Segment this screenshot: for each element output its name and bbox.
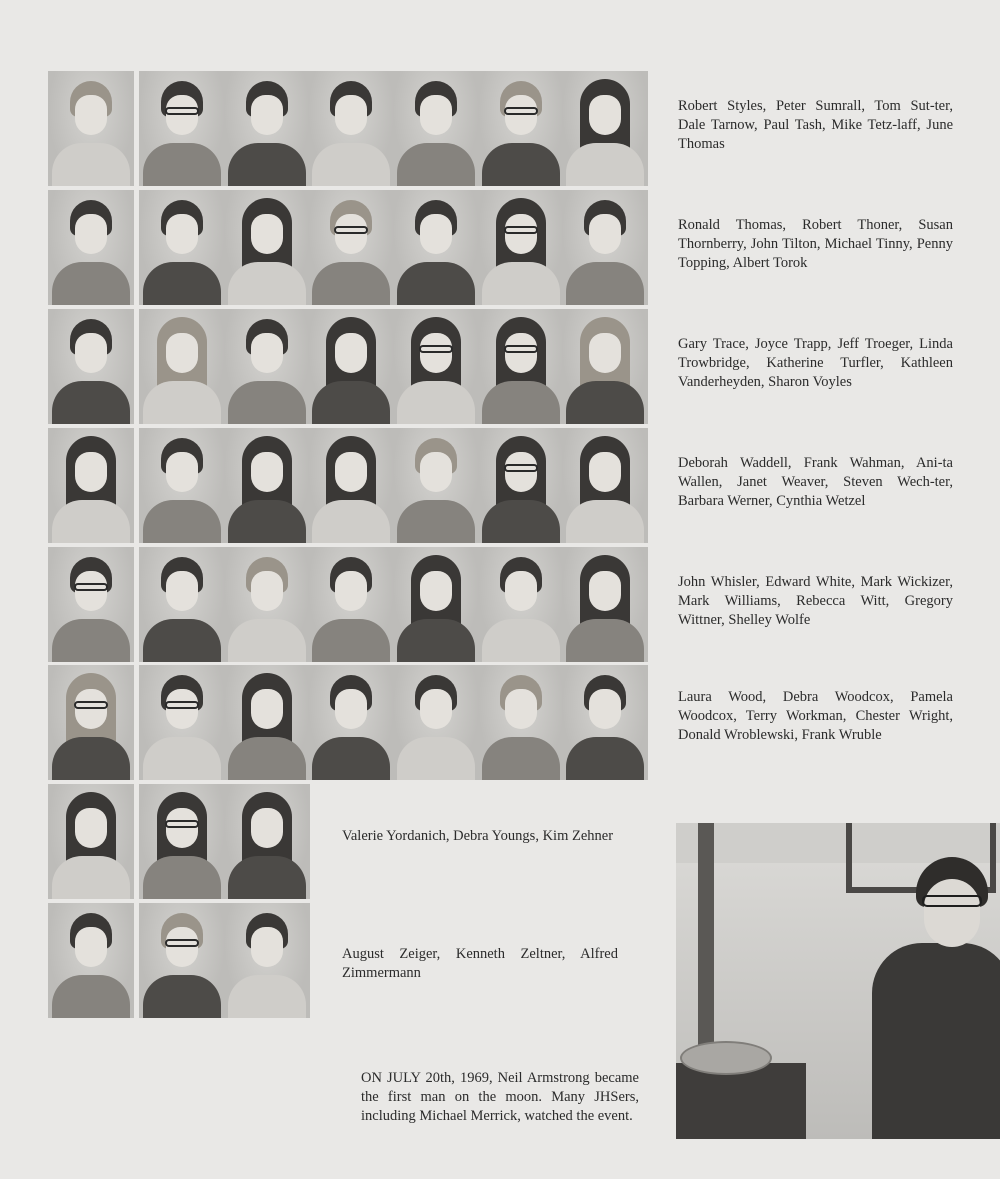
student-portrait xyxy=(48,547,134,662)
student-portrait xyxy=(48,428,134,543)
student-portrait xyxy=(48,903,134,1018)
candid-photo-caption: ON JULY 20th, 1969, Neil Armstrong became the first man on the moon. Many JHSers, including Michael Merrick, watched the event. xyxy=(361,1070,639,1124)
student-portrait xyxy=(48,190,134,305)
student-portrait xyxy=(478,665,564,780)
student-portrait xyxy=(562,428,648,543)
student-portrait xyxy=(393,190,479,305)
student-portrait xyxy=(478,309,564,424)
student-portrait xyxy=(562,71,648,186)
student-portrait xyxy=(48,71,134,186)
student-portrait xyxy=(224,903,310,1018)
student-portrait xyxy=(562,547,648,662)
row-caption-3: Gary Trace, Joyce Trapp, Jeff Troeger, Linda Trowbridge, Katherine Turfler, Kathleen Vanderheyden, Sharon Voyles xyxy=(678,336,953,390)
student-portrait xyxy=(393,428,479,543)
student-portrait xyxy=(48,665,134,780)
student-portrait xyxy=(562,665,648,780)
student-portrait xyxy=(393,665,479,780)
student-portrait xyxy=(139,190,225,305)
student-portrait xyxy=(478,428,564,543)
student-portrait xyxy=(224,665,310,780)
student-portrait xyxy=(139,547,225,662)
student-portrait xyxy=(308,309,394,424)
student-portrait xyxy=(224,547,310,662)
student-portrait xyxy=(393,547,479,662)
student-portrait xyxy=(48,309,134,424)
student-portrait xyxy=(139,784,225,899)
student-portrait xyxy=(478,71,564,186)
student-portrait xyxy=(308,428,394,543)
student-portrait xyxy=(139,665,225,780)
student-portrait xyxy=(48,784,134,899)
row-caption-8: August Zeiger, Kenneth Zeltner, Alfred Zimmermann xyxy=(342,946,618,981)
student-portrait xyxy=(224,71,310,186)
student-portrait xyxy=(224,428,310,543)
student-portrait xyxy=(139,309,225,424)
student-portrait xyxy=(224,784,310,899)
row-caption-1: Robert Styles, Peter Sumrall, Tom Sut-ter, Dale Tarnow, Paul Tash, Mike Tetz-laff, June Thomas xyxy=(678,98,953,152)
student-portrait xyxy=(224,309,310,424)
row-caption-7: Valerie Yordanich, Debra Youngs, Kim Zehner xyxy=(342,828,614,844)
student-portrait xyxy=(139,428,225,543)
student-portrait xyxy=(393,309,479,424)
student-portrait xyxy=(308,665,394,780)
row-caption-6: Laura Wood, Debra Woodcox, Pamela Woodcox, Terry Workman, Chester Wright, Donald Wroblewski, Frank Wruble xyxy=(678,689,953,743)
row-caption-2: Ronald Thomas, Robert Thoner, Susan Thornberry, John Tilton, Michael Tinny, Penny Topping, Albert Torok xyxy=(678,217,953,271)
student-portrait xyxy=(478,190,564,305)
student-portrait xyxy=(562,309,648,424)
student-portrait xyxy=(224,190,310,305)
student-portrait xyxy=(308,547,394,662)
row-caption-4: Deborah Waddell, Frank Wahman, Ani-ta Wallen, Janet Weaver, Steven Wech-ter, Barbara Werner, Cynthia Wetzel xyxy=(678,455,953,509)
student-portrait xyxy=(308,71,394,186)
student-portrait xyxy=(478,547,564,662)
candid-photo xyxy=(676,823,1000,1139)
student-portrait xyxy=(393,71,479,186)
student-portrait xyxy=(308,190,394,305)
student-portrait xyxy=(139,71,225,186)
row-caption-5: John Whisler, Edward White, Mark Wickizer, Mark Williams, Rebecca Witt, Gregory Wittner, Shelley Wolfe xyxy=(678,574,953,628)
student-portrait xyxy=(139,903,225,1018)
student-portrait xyxy=(562,190,648,305)
